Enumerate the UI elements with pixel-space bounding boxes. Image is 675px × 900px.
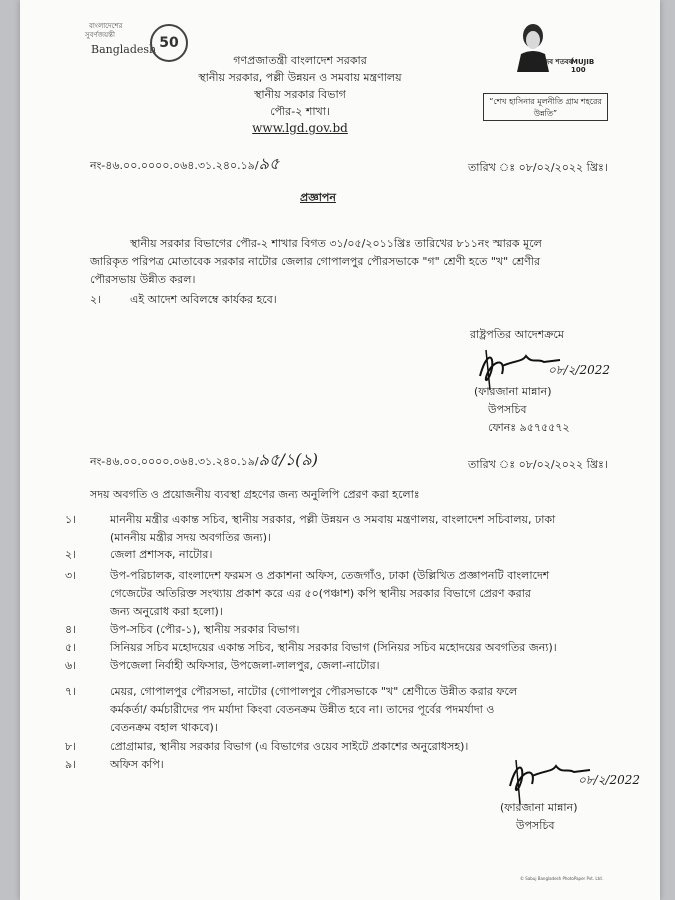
list-item-number: ৩। [65,569,77,582]
para2-text: এই আদেশ অবিলম্বে কার্যকর হবে। [130,293,277,306]
header-line2: স্থানীয় সরকার, পল্লী উন্নয়ন ও সমবায় মন্ত্রণালয় [198,71,402,84]
sign2-name: (ফারজানা মান্নান) [500,801,578,814]
header-line3: স্থানীয় সরকার বিভাগ [254,88,346,101]
logo-line2: সুবর্ণজয়ন্তী [85,31,115,39]
para1-line2: জারিকৃত পরিপত্র মোতাবেক সরকার নাটোর জেলার গোপালপুর পৌরসভাকে "গ" শ্রেণী হতে "খ" শ্রেণীর [90,255,541,268]
logo-line3: Bangladesh [91,43,157,56]
para1-line3: পৌরসভায় উন্নীত করল। [90,273,196,286]
list-item-text: (মাননীয় মন্ত্রীর সদয় অবগতির জন্য)। [110,531,271,544]
list-item-text: উপ-সচিব (পৌর-১), স্থানীয় সরকার বিভাগ। [110,623,300,636]
sign2-handwritten-date: ০৮/২/2022 [578,773,641,787]
mujib-100-icon: MUJIB 100 [571,58,595,74]
list-item-text: কর্মকর্তা/ কর্মচারীদের পদ মর্যাদা কিংবা বেতনক্রম উন্নীত হবে না। তাদের পূর্বের পদমর্যাদা ও [110,703,495,716]
sign1-designation: উপসচিব [488,403,527,416]
list-item-number: ৯। [65,758,77,771]
list-item-text: উপ-পরিচালক, বাংলাদেশ ফরমস ও প্রকাশনা অফিস, তেজগাঁও, ঢাকা (উল্লিখিত প্রজ্ঞাপনটি বাংলাদেশ [110,569,550,582]
memo-number-text: নং-৪৬.০০.০০০০.০৬৪.৩১.২৪০.১৯/ [90,159,259,172]
list-item-text: জেলা প্রশাসক, নাটোর। [110,548,213,561]
list-item-number: ৬। [65,659,77,672]
list-item-text: জন্য অনুরোধ করা হলো)। [110,605,223,618]
logo-line1: বাংলাদেশের [89,22,123,30]
memo2-date: তারিখ ঃ ০৮/০২/২০২২ খ্রিঃ। [468,458,608,471]
sign1-name: (ফারজানা মান্নান) [474,385,552,398]
mujib-100-logo [497,22,597,78]
document-title: প্রজ্ঞাপন [300,191,336,204]
list-item-number: ২। [65,548,77,561]
memo-number [90,156,279,173]
para1-line1: স্থানীয় সরকার বিভাগের পৌর-২ শাখার বিগত ৩১/০৫/২০১১খ্রিঃ তারিখের ৮১১নং স্মারক মূলে [130,237,542,250]
list-item-text: মেয়র, গোপালপুর পৌরসভা, নাটোর (গোপালপুর পৌরসভাকে "খ" শ্রেণীতে উন্নীত করার ফলে [110,685,518,698]
sign1-phone: ফোনঃ ৯৫৭৫৫৭২ [488,421,570,434]
sign2-designation: উপসচিব [516,819,555,832]
list-item-text: গেজেটের অতিরিক্ত সংখ্যায় প্রকাশ করে এর ৫০(পঞ্চাশ) কপি স্থানীয় সরকার বিভাগে প্রেরণ করার [110,587,531,600]
sign1-handwritten-date: ০৮/২/2022 [548,363,611,377]
memo-number-handwritten: ৯৫ [258,154,280,173]
letterhead [180,52,420,137]
list-item-text: উপজেলা নির্বাহী অফিসার, উপজেলা-লালপুর, জেলা-নাটোর। [110,659,380,672]
list-item-text: প্রোগ্রামার, স্থানীয় সরকার বিভাগ (এ বিভাগের ওয়েব সাইটে প্রকাশের অনুরোধসহ)। [110,740,469,753]
logo-right-text: মুজিব শতবর্ষ [537,58,573,66]
list-item-number: ৪। [65,623,77,636]
memo2-number-text: নং-৪৬.০০.০০০০.০৬৪.৩১.২৪০.১৯/ [90,455,259,468]
list-item-number: ৭। [65,685,77,698]
header-line1: গণপ্রজাতন্ত্রী বাংলাদেশ সরকার [233,54,367,67]
list-item-number: ৮। [65,740,77,753]
list-item-number: ১। [65,513,77,526]
list-item-text: অফিস কপি। [110,758,164,771]
memo2-number [90,452,318,469]
list-item-text: সিনিয়র সচিব মহোদয়ের একান্ত সচিব, স্থানীয় সরকার বিভাগ (সিনিয়র সচিব মহোদয়ের অবগতির জন্য)। [110,641,557,654]
website-link[interactable]: www.lgd.gov.bd [252,121,348,135]
para2-number: ২। [90,293,102,306]
memo2-number-handwritten: ৯৫/১(৯) [258,450,319,469]
memo-date: তারিখ ঃ ০৮/০২/২০২২ খ্রিঃ। [468,161,608,174]
list-item-text: মাননীয় মন্ত্রীর একান্ত সচিব, স্থানীয় সরকার, পল্লী উন্নয়ন ও সমবায় মন্ত্রণালয়, বাংলাদেশ সচিবালয়, ঢাকা [110,513,556,526]
sign1-order: রাষ্ট্রপতির আদেশক্রমে [470,328,564,341]
jubilee-50-icon: 50 [150,24,188,62]
copy-intro: সদয় অবগতি ও প্রয়োজনীয় ব্যবস্থা গ্রহণের জন্য অনুলিপি প্রেরণ করা হলোঃ [90,488,420,501]
printer-imprint: © Sabuj Bangladesh PhotoPaper Pvt. Ltd. [520,876,603,881]
list-item-text: বেতনক্রম বহাল থাকবে)। [110,721,218,734]
header-line4: পৌর-২ শাখা। [270,105,330,118]
slogan-box: “শেখ হাসিনার মূলনীতি গ্রাম শহরের উন্নতি” [483,93,608,121]
list-item-number: ৫। [65,641,77,654]
